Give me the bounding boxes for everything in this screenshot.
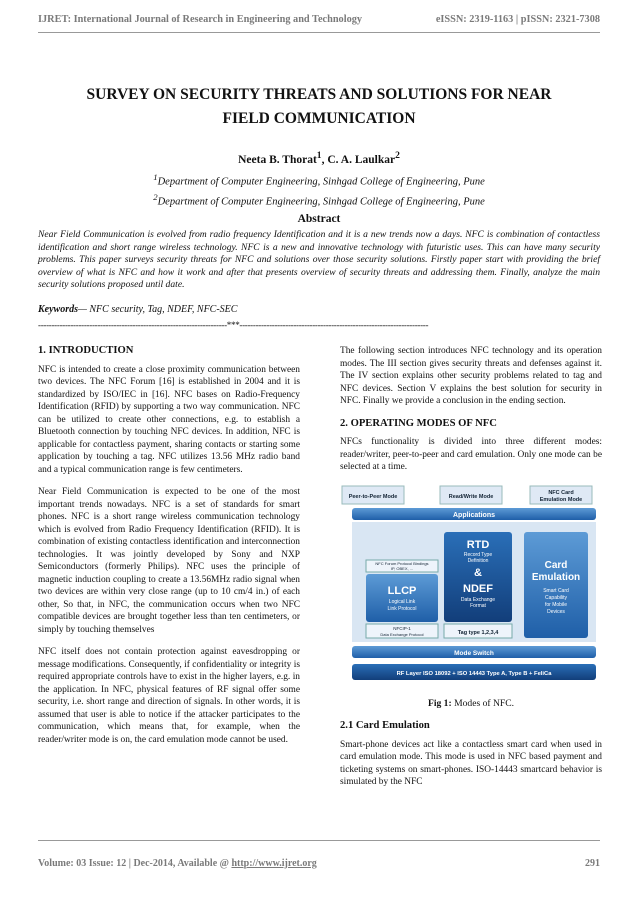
paper-title — [38, 83, 600, 131]
keywords — [38, 304, 600, 315]
nfcip1-label: NFCIP-1 — [393, 625, 411, 631]
modes-paragraph: NFCs functionality is divided into three different modes: reader/writer, peer-to-peer and card emulation. Only one mode can be selected at a time. — [340, 437, 602, 472]
card-sub-4: Devices — [547, 608, 565, 615]
journal-name: IJRET: International Journal of Research in Engineering and Technology — [38, 14, 363, 25]
caption-label: Fig 1: — [427, 697, 452, 709]
footer-volume-text: Volume: 03 Issue: 12 | Dec-2014, Available @ — [38, 858, 232, 869]
card-sub-2: Capability — [545, 594, 567, 601]
caption-text: Modes of NFC. — [451, 697, 515, 709]
authors — [38, 150, 600, 166]
running-footer — [38, 858, 600, 869]
card-sub-1: Smart Card — [543, 587, 569, 594]
affil-1-sup: 1 — [153, 172, 158, 182]
abstract-text: Near Field Communication is evolved from radio frequency Identification and it is a new trends now a days. NFC is combination of contactless identification and short range wireless technology. NFC is a new and innovative technology with futuristic uses. This can have many security problems. This paper surveys security threats for NFC and solutions over those security solutions. Firstly paper start with providing the brief overview of what is NFC and how it work and after that presents overview of security threats and addressing them. Finally, analyze the main security solutions proposed until date. — [38, 229, 600, 290]
card-emulation-heading: 2.1 Card Emulation — [340, 720, 430, 731]
tab-peer-to-peer: Peer-to-Peer Mode — [348, 493, 398, 500]
llcp-sub-2: Link Protocol — [387, 605, 417, 612]
card-sub-3: for Mobile — [545, 601, 567, 608]
header-rule — [38, 32, 600, 33]
affil-2-sup: 2 — [153, 191, 158, 202]
amp-label: & — [474, 566, 482, 579]
llcp-box — [366, 574, 438, 622]
author-1-sup: 1 — [316, 150, 322, 161]
tab-card-emulation-1: NFC Card — [548, 489, 574, 496]
keywords-list: — NFC security, Tag, NDEF, NFC-SEC — [78, 304, 238, 315]
keywords-label: Keywords — [38, 304, 78, 315]
card-label-1: Card — [544, 559, 568, 571]
ndef-sub-1: Data Exchange — [460, 596, 496, 603]
issn: eISSN: 2319-1163 | pISSN: 2321-7308 — [435, 14, 600, 25]
tag-type-label: Tag type 1,2,3,4 — [457, 629, 499, 636]
ndef-label: NDEF — [463, 582, 493, 595]
affiliations — [38, 170, 600, 209]
running-header — [38, 14, 600, 25]
nfcip1-sub: Data Exchange Protocol — [380, 631, 424, 637]
tab-read-write: Read/Write Mode — [448, 493, 494, 500]
tab-card-emulation-2: Emulation Mode — [539, 496, 583, 503]
rtd-sub-1: Record Type — [463, 551, 493, 558]
footer-volume — [38, 858, 317, 869]
rtd-label: RTD — [466, 538, 490, 551]
page-number: 291 — [585, 858, 600, 869]
mode-switch-label: Mode Switch — [454, 649, 494, 657]
author-2: , C. A. Laulkar — [321, 153, 396, 166]
left-column — [38, 345, 300, 756]
rf-layer-label: RF Layer ISO 18092 + ISO 14443 Type A, Type B + FeliCa — [396, 670, 552, 677]
figure-caption — [340, 698, 602, 711]
title-line-1: SURVEY ON SECURITY THREATS AND SOLUTIONS FOR NEAR — [86, 86, 552, 103]
llcp-sub-1: Logical Link — [388, 598, 416, 605]
intro-paragraph-2: Near Field Communication is expected to be one of the most important trends nowadays. NFC is a set of standards for smart phones. NFC is a short range wireless communication technology which is evolved from Radio Frequency Identification (RFID). It is combination of existing contactless identification and interconnection technologies. It was jointly developed by Sony and NXP Semiconductors (formerly Philips). NFC uses the principle of magnetic induction coupling to create a 13.56MHz radio signal when two devices are within very close range (up to 10 cm/4 in.) of each other, So that, in NFC, the communication occurs when two NFC compatible devices are brought together less than ten centimeters, or simply by touching themselves — [38, 487, 300, 635]
card-emulation-box — [524, 532, 588, 638]
intro-paragraph-1: NFC is intended to create a close proximity communication between two devices. The NFC Forum [16] is established in 2004 and it is standardized by ISO/IEC in [16]. NFC bases on Radio-Frequency Identification (RFID) by supporting a two way communication. NFC can be utilized to create other connections, e.g. to establish a Bluetooth connection by touching NFC devices. In addition, NFC is applicable for contactless payment, sharing contacts or starting some application by touching a tag. NFC utilizes 13.56 MHz radio band and a typical communication range is few centimeters. — [38, 364, 300, 475]
title-line-2: FIELD COMMUNICATION — [222, 110, 416, 127]
card-emulation-paragraph: Smart-phone devices act like a contactless smart card when used in card emulation mode. This mode is used in NFC based payment and ticketing systems on smart-phones. ISO-14443 smartcard behavior is simulated by the NFC — [340, 739, 602, 787]
journal-link[interactable]: http://www.ijret.org — [231, 858, 317, 869]
rtd-sub-2: Definition — [467, 557, 489, 564]
protocol-bindings-2: IP, OBEX, ... — [390, 565, 414, 571]
abstract-heading: Abstract — [297, 213, 341, 225]
affil-2: Department of Computer Engineering, Sinhgad College of Engineering, Pune — [157, 196, 485, 207]
card-label-2: Emulation — [531, 571, 581, 583]
author-2-sup: 2 — [395, 150, 400, 161]
modes-heading: 2. OPERATING MODES OF NFC — [340, 417, 497, 429]
right-column — [340, 345, 602, 799]
footer-rule — [38, 840, 600, 841]
affil-1: Department of Computer Engineering, Sinhgad College of Engineering, Pune — [157, 176, 485, 188]
intro-paragraph-3: NFC itself does not contain protection against eavesdropping or message modifications. Consequently, if confidentiality or integrity is required appropriate controls have to exist in the higher layers, e.g. in the application. In NFC, physical features of RF signal offer some security, i.e. short range and direction of signals. In other words, it is assumed that user is able to notice if the attacker participates to the communication, which means that, for example, when the reader/writer mode is on, the card emulation mode cannot be used. — [38, 647, 300, 745]
ndef-sub-2: Format — [470, 602, 486, 609]
nfc-modes-figure — [340, 484, 602, 692]
overview-paragraph: The following section introduces NFC technology and its operation modes. The III section gives security threats and defenses against it. The IV section explains other security problems related to tag and NFC devices. Section V explains the best solution for security in NFC. Finally we provide a conclusion in the ending section. — [340, 346, 602, 406]
intro-heading: 1. INTRODUCTION — [38, 345, 134, 356]
applications-label: Applications — [452, 511, 496, 519]
llcp-label: LLCP — [387, 584, 417, 597]
protocol-bindings-1: NFC Forum Protocol Bindings — [375, 560, 429, 566]
author-1: Neeta B. Thorat — [238, 153, 317, 166]
section-separator: ----------------------------------------------------------------------***---------------------------------------------------------------------- — [38, 320, 429, 330]
